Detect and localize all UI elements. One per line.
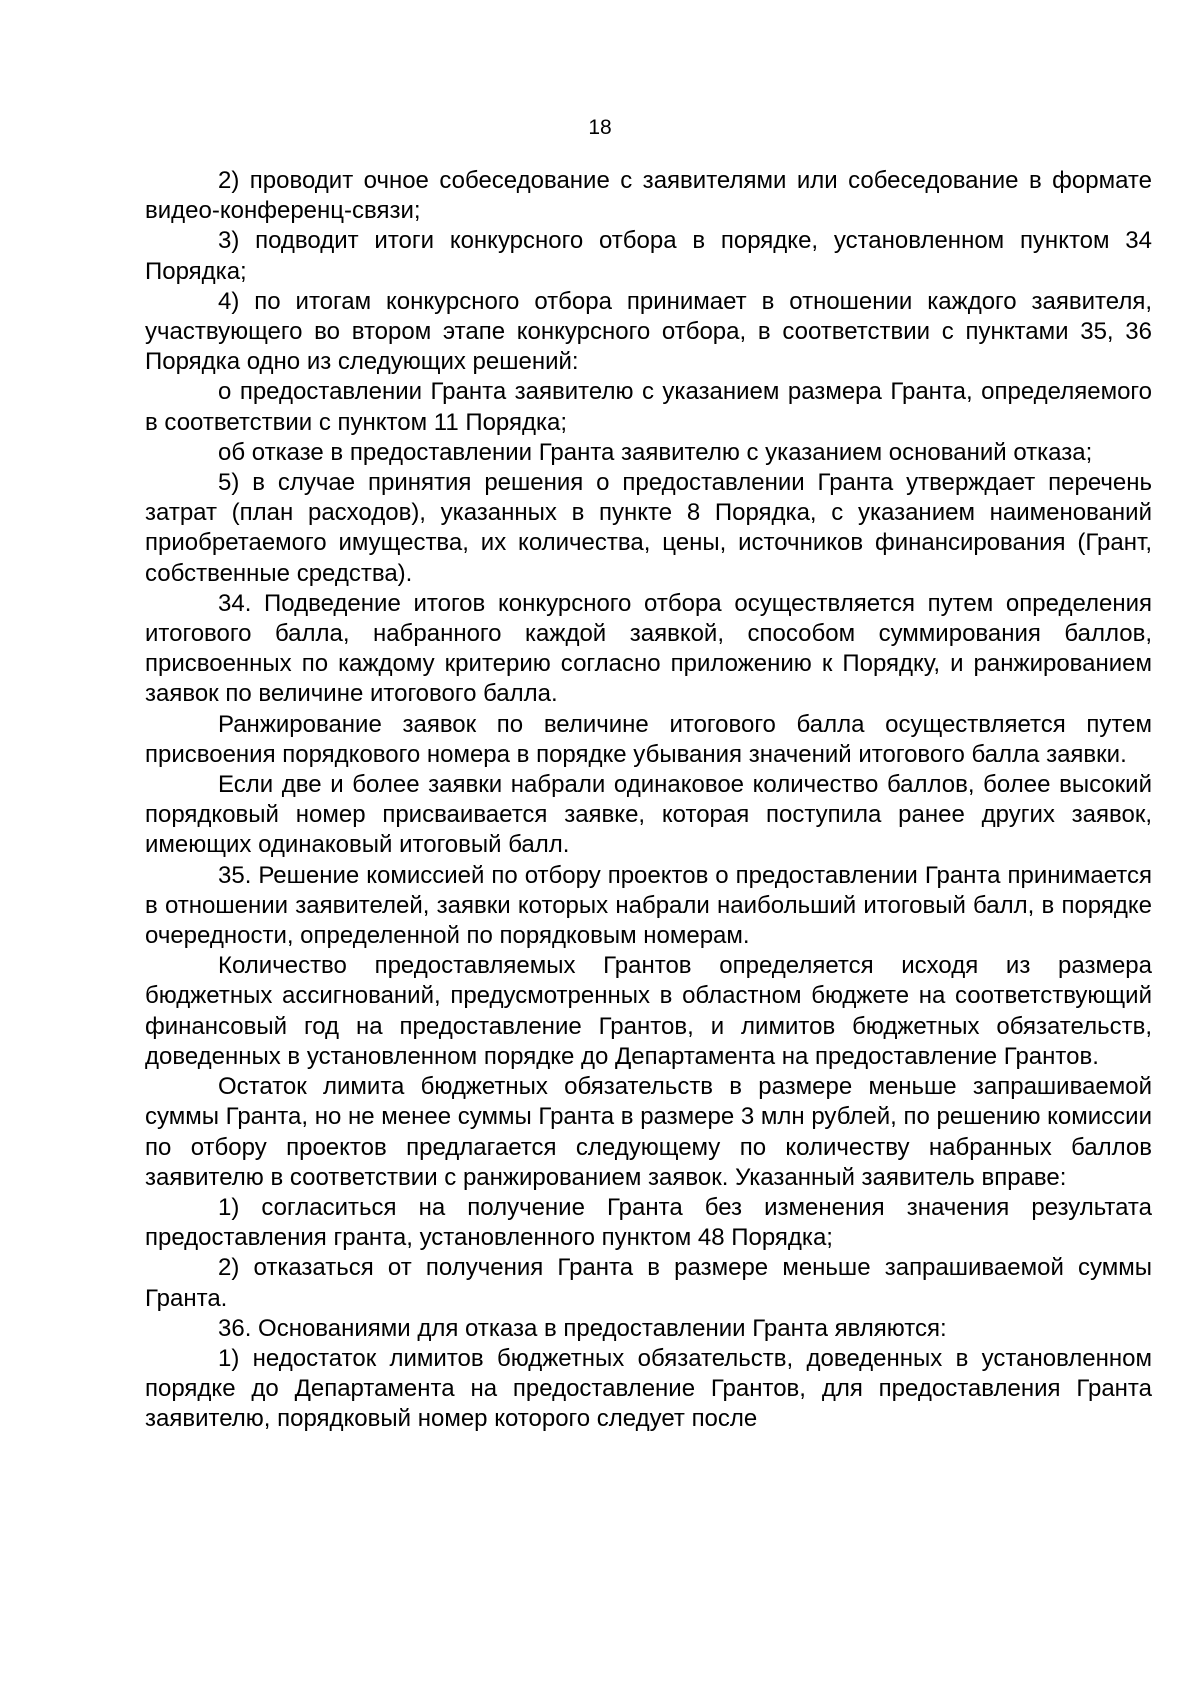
paragraph-decision-grant: о предоставлении Гранта заявителю с указанием размера Гранта, определяемого в соответствии с пунктом 11 Порядка; — [145, 378, 1152, 436]
paragraph-clause-36: 36. Основаниями для отказа в предоставлении Гранта являются: — [218, 1314, 947, 1342]
paragraph-ranking: Ранжирование заявок по величине итогового балла осуществляется путем присвоения порядкового номера в порядке убывания значений итогового балла заявки. — [145, 710, 1152, 768]
paragraph-item-2: 2) проводит очное собеседование с заявителями или собеседование в формате видео-конференц-связи; — [145, 167, 1152, 225]
paragraph-item-5: 5) в случае принятия решения о предоставлении Гранта утверждает перечень затрат (план расходов), указанных в пункте 8 Порядка, с указанием наименований приобретаемого имущества, их количества, цены, источников финансирования (Грант, собственные средства). — [145, 469, 1152, 587]
page-number: 18 — [588, 116, 612, 139]
paragraph-remaining-limit: Остаток лимита бюджетных обязательств в размере меньше запрашиваемой суммы Гранта, но не менее суммы Гранта в размере 3 млн рублей, по решению комиссии по отбору проектов предлагается следующему по количеству набранных баллов заявителю в соответствии с ранжированием заявок. Указанный заявитель вправе: — [145, 1073, 1152, 1191]
paragraph-equal-scores: Если две и более заявки набрали одинаковое количество баллов, более высокий порядковый номер присваивается заявке, которая поступила ранее других заявок, имеющих одинаковый итоговый балл. — [145, 771, 1152, 859]
paragraph-option-agree: 1) согласиться на получение Гранта без изменения значения результата предоставления гранта, установленного пунктом 48 Порядка; — [145, 1193, 1152, 1252]
paragraph-clause-35: 35. Решение комиссией по отбору проектов о предоставлении Гранта принимается в отношении заявителей, заявки которых набрали наибольший итоговый балл, в порядке очередности, определенной по порядковым номерам. — [145, 861, 1152, 950]
paragraph-clause-34: 34. Подведение итогов конкурсного отбора осуществляется путем определения итогового балла, набранного каждой заявкой, способом суммирования баллов, присвоенных по каждому критерию согласно приложению к Порядку, и ранжированием заявок по величине итогового балла. — [145, 589, 1152, 708]
paragraph-refusal-reason-1: 1) недостаток лимитов бюджетных обязательств, доведенных в установленном порядке до Департамента на предоставление Грантов, для предоставления Гранта заявителю, порядковый номер которого следует после — [145, 1344, 1152, 1433]
paragraph-item-4: 4) по итогам конкурсного отбора принимает в отношении каждого заявителя, участвующего во втором этапе конкурсного отбора, в соответствии с пунктами 35, 36 Порядка одно из следующих решений: — [145, 287, 1152, 376]
document-body — [145, 166, 1152, 1435]
paragraph-grant-count: Количество предоставляемых Грантов определяется исходя из размера бюджетных ассигнований, предусмотренных в областном бюджете на соответствующий финансовый год на предоставление Грантов, и лимитов бюджетных обязательств, доведенных в установленном порядке до Департамента на предоставление Грантов. — [145, 952, 1152, 1070]
paragraph-decision-refusal: об отказе в предоставлении Гранта заявителю с указанием оснований отказа; — [218, 438, 1093, 466]
paragraph-item-3: 3) подводит итоги конкурсного отбора в порядке, установленном пунктом 34 Порядка; — [145, 227, 1152, 285]
paragraph-option-refuse: 2) отказаться от получения Гранта в размере меньше запрашиваемой суммы Гранта. — [145, 1254, 1152, 1312]
